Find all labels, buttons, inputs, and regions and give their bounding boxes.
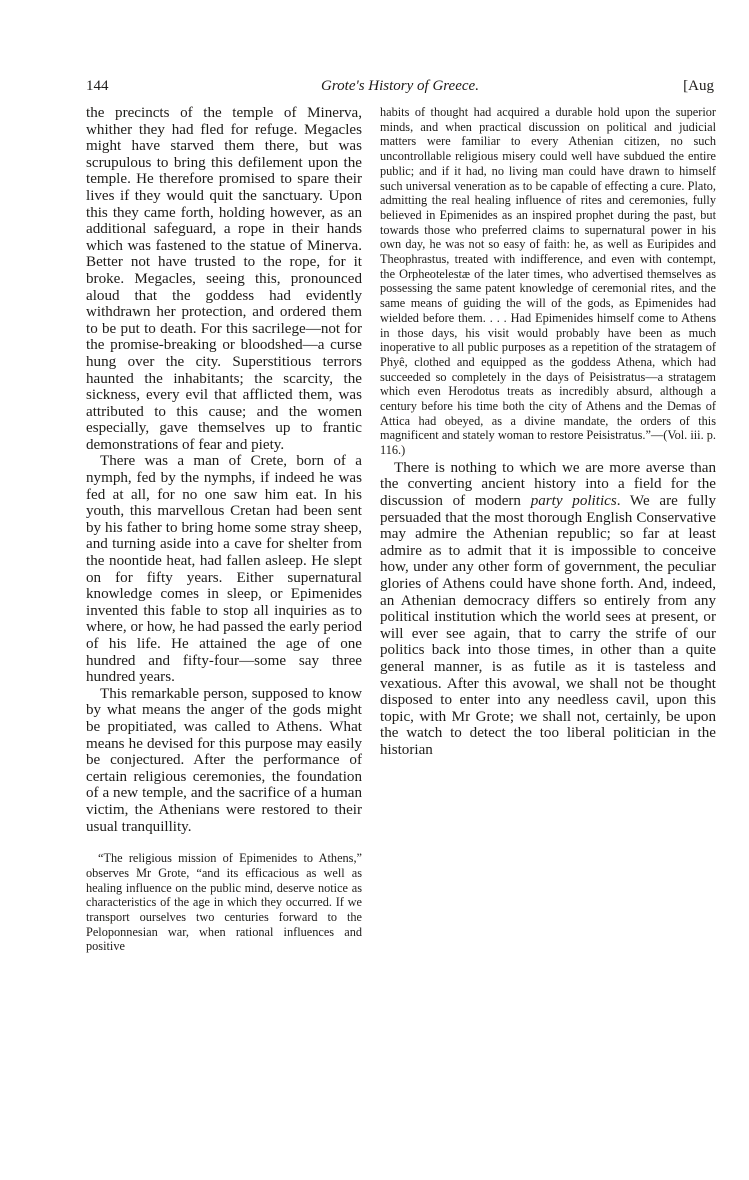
running-header	[86, 78, 714, 98]
running-title-prefix: Grote's	[321, 78, 369, 94]
grote-quote: “The religious mission of Epimenides to Athens,” observes Mr Grote, “and its efficacious as well as healing influence on the public mind, deserve notice as characteristics of the age in which they occurred. If we transport ourselves two centuries forward to the Peloponnesian war, when rational influences and positive	[86, 851, 362, 954]
paragraph-epimenides-origin: There was a man of Crete, born of a nymph, fed by the nymphs, if indeed he was fed at all, for no one saw him eat. In his youth, this marvellous Cretan had been sent by his father to bring home some stray sheep, and turning aside into a cave for shelter from the noontide heat, had fallen asleep. He slept on for fifty years. Either supernatural knowledge comes in sleep, or Epimenides invented this fable to stop all inquiries as to where, or how, he had passed the early period of his life. He attained the age of one hundred and fifty-four—some say three hundred years.	[86, 453, 362, 686]
party-politics-italic: party politics	[530, 493, 617, 510]
paragraph-cylon-sacrilege: the precincts of the temple of Minerva, whither they had fled for refuge. Megacles might have starved them there, but was scrupulous to bring this defilement upon the temple. He therefore promised to spare their lives if they would quit the sanctuary. Upon this they came forth, holding however, as an additional safeguard, a rope in their hands which was fastened to the statue of Minerva. Better not have trusted to the rope, for it broke. Megacles, seeing this, pronounced aloud that the goddess had evidently withdrawn her protection, and ordered them to be put to death. For this sacrilege—not for the promise-breaking or bloodshed—a curse hung over the city. Superstitious terrors haunted the inhabitants; the scarcity, the sickness, every evil that afflicted them, was attributed to this cause; and the women especially, gave themselves up to frantic demonstrations of fear and piety.	[86, 105, 362, 453]
running-title-rest: History of Greece.	[368, 78, 479, 94]
paragraph-party-politics-start: There is nothing to which we are more averse than the converting ancient history into a field for the discussion of modern	[380, 459, 716, 510]
running-month: [Aug	[683, 78, 714, 94]
grote-quote-continued: habits of thought had acquired a durable hold upon the superior minds, and when practical discussion on political and judicial matters were familiar to every Athenian citizen, no such uncontrollable religious misery could well have subdued the entire public; and if it had, no living man could have drawn to himself such universal veneration as to be capable of effecting a cure. Plato, admitting the real healing influence of rites and ceremonies, fully believed in Epimenides as an inspired prophet during the past, but towards those who preferred claims to supernatural power in his own day, he was not so easy of faith: he, as well as Euripides and Theophrastus, treated with indifference, and even with contempt, the Orpheotelestæ of the later times, who advertised themselves as possessing the same patent knowledge of ceremonial rites, and the same means of guiding the will of the gods, as Epimenides had wielded before them. . . . Had Epimenides himself come to Athens in those days, his visit would probably have been as much inoperative to all public purposes as a repetition of the stratagem of Phyê, clothed and equipped as the goddess Athena, which had succeeded so completely in the days of Peisistratus—a stratagem which even Herodotus treats as incredibly absurd, although a century before his time both the city of Athens and the Demas of Attica had obeyed, as a divine mandate, the orders of this magnificent and stately woman to restore Peisistratus.”—(Vol. iii. p. 116.)	[380, 105, 716, 458]
paragraph-party-politics-end: . We are fully persuaded that the most thorough English Conservative may admire the Athenian republic; so far at least admire as to admit that it is impossible to conceive how, under any other form of government, the peculiar glories of Athens could have shone forth. And, indeed, an Athenian democracy differs so entirely from any political institution which the world sees at present, or will ever see again, that to carry the strife of our politics back into those times, in other than a quite general manner, is as futile as it is tasteless and vexatious. After this avowal, we shall not be thought disposed to enter into any needless cavil, upon this topic, with Mr Grote; we shall not, certainly, be upon the watch to detect the too liberal politician in the historian	[380, 493, 717, 758]
page-number: 144	[86, 78, 109, 94]
paragraph-epimenides-athens: This remarkable person, supposed to know by what means the anger of the gods might be propitiated, was called to Athens. What means he devised for this purpose may easily be conjectured. After the performance of certain religious ceremonies, the foundation of a new temple, and the sacrifice of a human victim, the Athenians were restored to their usual tranquillity.	[86, 685, 362, 835]
running-title	[86, 78, 714, 95]
right-column	[380, 105, 716, 759]
paragraph-party-politics	[380, 460, 716, 759]
left-column	[86, 105, 362, 954]
